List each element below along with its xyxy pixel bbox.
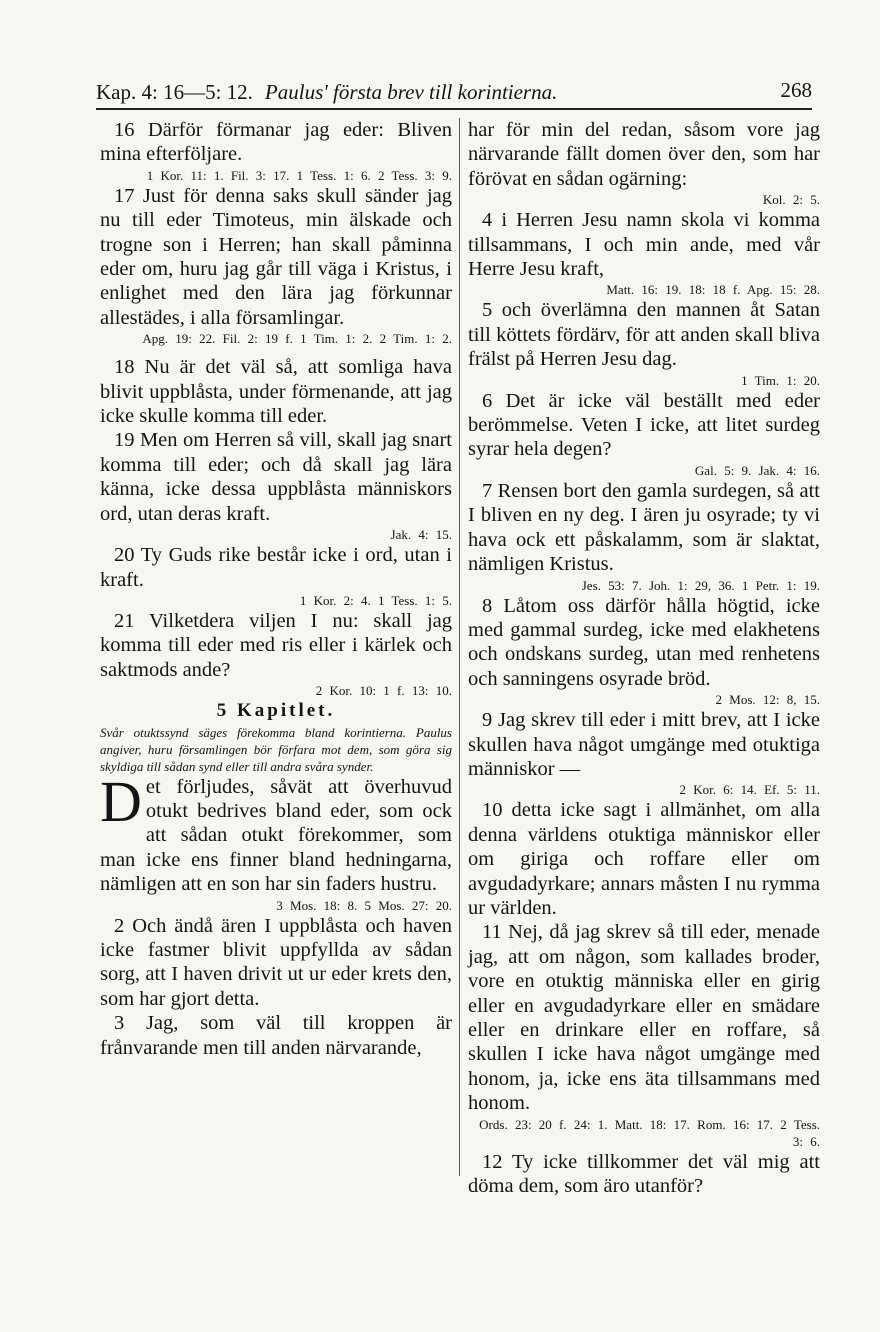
book-title: Paulus' första brev till korintierna. <box>264 80 558 104</box>
cross-reference: Ords. 23: 20 f. 24: 1. Matt. 18: 17. Rom. 16: 17. 2 Tess. 3: 6. <box>479 1116 820 1149</box>
verse-3: 3 Jag, som väl till kroppen är frånvarande men till anden närvarande, <box>100 1012 452 1059</box>
cross-reference: 3 Mos. 18: 8. 5 Mos. 27: 20. <box>276 897 452 913</box>
cross-reference: 2 Kor. 6: 14. Ef. 5: 11. <box>679 782 820 798</box>
verse-11: 11 Nej, då jag skrev så till eder, menade jag, att om någon, som kallades broder, vore en otuktig människa eller en girig eller en avgudadyrkare eller en smädare eller en drinkare eller en roffare, så skullen I icke hava något umgänge med honom, ja, icke ens äta tillsammans med honom. <box>468 921 820 1115</box>
verse-2: 2 Och ändå ären I uppblåsta och haven icke fastmer blivit uppfyllda av sådan sorg, att I haven drivit ut ur eder krets den, som har gjort detta. <box>100 914 452 1010</box>
verse-21: 21 Vilketdera viljen I nu: skall jag komma till eder med ris eller i kärlek och saktmods ande? <box>100 609 452 681</box>
cross-reference: 2 Mos. 12: 8, 15. <box>715 692 820 708</box>
cross-reference: 1 Tim. 1: 20. <box>741 372 820 388</box>
cross-reference: Jak. 4: 15. <box>390 527 452 543</box>
cross-reference: Matt. 16: 19. 18: 18 f. Apg. 15: 28. <box>606 282 820 298</box>
verse-7: 7 Rensen bort den gamla surdegen, så att I bliven en ny deg. I ären ju osyrade; ty vi hava ock ett påskalamm, som är slaktat, nämligen Kristus. <box>468 479 820 576</box>
left-column <box>100 118 452 1060</box>
verse-5: 5 och överlämna den mannen åt Satan till köttets fördärv, för att anden skall bliva frälst på Herren Jesu dag. <box>468 299 820 371</box>
verse-1-text: et förljudes, såvät att överhuvud otukt bedrives bland eder, som ock att sådan otukt förekommer, som man icke ens finner bland hedningarna, nämligen att en son har sin faders hustru. <box>100 775 452 896</box>
header-rule <box>96 108 812 110</box>
verse-18: 18 Nu är det väl så, att somliga hava blivit uppblåsta, under förmenande, att jag icke skulle komma till eder. <box>100 356 452 428</box>
verse-6: 6 Det är icke väl beställt med eder berömmelse. Veten I icke, att litet surdeg syrar hela degen? <box>468 389 820 461</box>
verse-10: 10 detta icke sagt i allmänhet, om alla denna världens otuktiga människor eller om giriga och roffare eller om avgudadyrkare; annars måsten I nu rymma ur världen. <box>468 799 820 919</box>
cross-reference: 1 Kor. 11: 1. Fil. 3: 17. 1 Tess. 1: 6. 2 Tess. 3: 9. <box>146 167 452 183</box>
verse-9: 9 Jag skrev till eder i mitt brev, att I icke skullen hava något umgänge med otuktiga människor — <box>468 709 820 780</box>
verse-17: 17 Just för denna saks skull sänder jag nu till eder Timoteus, min älskade och trogne son i Herren; han skall påminna eder om, huru jag går till väga i Kristus, i enlighet med den lära jag förkunnar allestädes, i alla församlingar. <box>100 184 452 329</box>
cross-reference: Gal. 5: 9. Jak. 4: 16. <box>694 462 820 478</box>
verse-4: 4 i Herren Jesu namn skola vi komma tillsammans, I och min ande, med vår Herre Jesu kraft, <box>468 209 820 281</box>
chapter-reference: Kap. 4: 16—5: 12. <box>96 80 253 104</box>
right-column <box>468 118 820 1198</box>
column-divider <box>459 118 460 1176</box>
header-left <box>96 80 557 105</box>
cross-reference: 1 Kor. 2: 4. 1 Tess. 1: 5. <box>299 592 452 608</box>
cross-reference: 2 Kor. 10: 1 f. 13: 10. <box>315 683 452 699</box>
verse-1 <box>100 768 452 897</box>
chapter-summary: Svår otuktssynd säges förekomma bland korintierna. Paulus angiver, huru församlingen bör förfara mot dem, som göra sig skyldiga till sådan synd eller till andra svåra synder. <box>100 724 452 774</box>
cross-reference: Jes. 53: 7. Joh. 1: 29, 36. 1 Petr. 1: 19. <box>581 577 820 593</box>
page-number: 268 <box>780 78 812 102</box>
running-header <box>96 78 812 108</box>
verse-12: 12 Ty icke tillkommer det väl mig att döma dem, som äro utanför? <box>468 1150 820 1198</box>
spacer <box>100 347 452 355</box>
verse-3-continued: har för min del redan, såsom vore jag närvarande fällt domen över den, som har förövat en sådan ogärning: <box>468 119 820 190</box>
verse-8: 8 Låtom oss därför hålla högtid, icke med gammal surdeg, icke med elakhetens och ondskans surdeg, utan med renhetens och sanningens osyrade bröd. <box>468 594 820 690</box>
verse-20: 20 Ty Guds rike består icke i ord, utan i kraft. <box>100 544 452 591</box>
cross-reference: Kol. 2: 5. <box>762 192 820 208</box>
chapter-heading: 5 Kapitlet. <box>216 700 336 722</box>
verse-19: 19 Men om Herren så vill, skall jag snart komma till eder; och då skall jag lära känna, icke dessa uppblåsta människors ord, utan deras kraft. <box>100 429 452 525</box>
drop-cap: D <box>100 768 142 834</box>
verse-16: 16 Därför förmanar jag eder: Bliven mina efterföljare. <box>100 119 452 166</box>
cross-reference: Apg. 19: 22. Fil. 2: 19 f. 1 Tim. 1: 2. 2 Tim. 1: 2. <box>142 331 452 347</box>
